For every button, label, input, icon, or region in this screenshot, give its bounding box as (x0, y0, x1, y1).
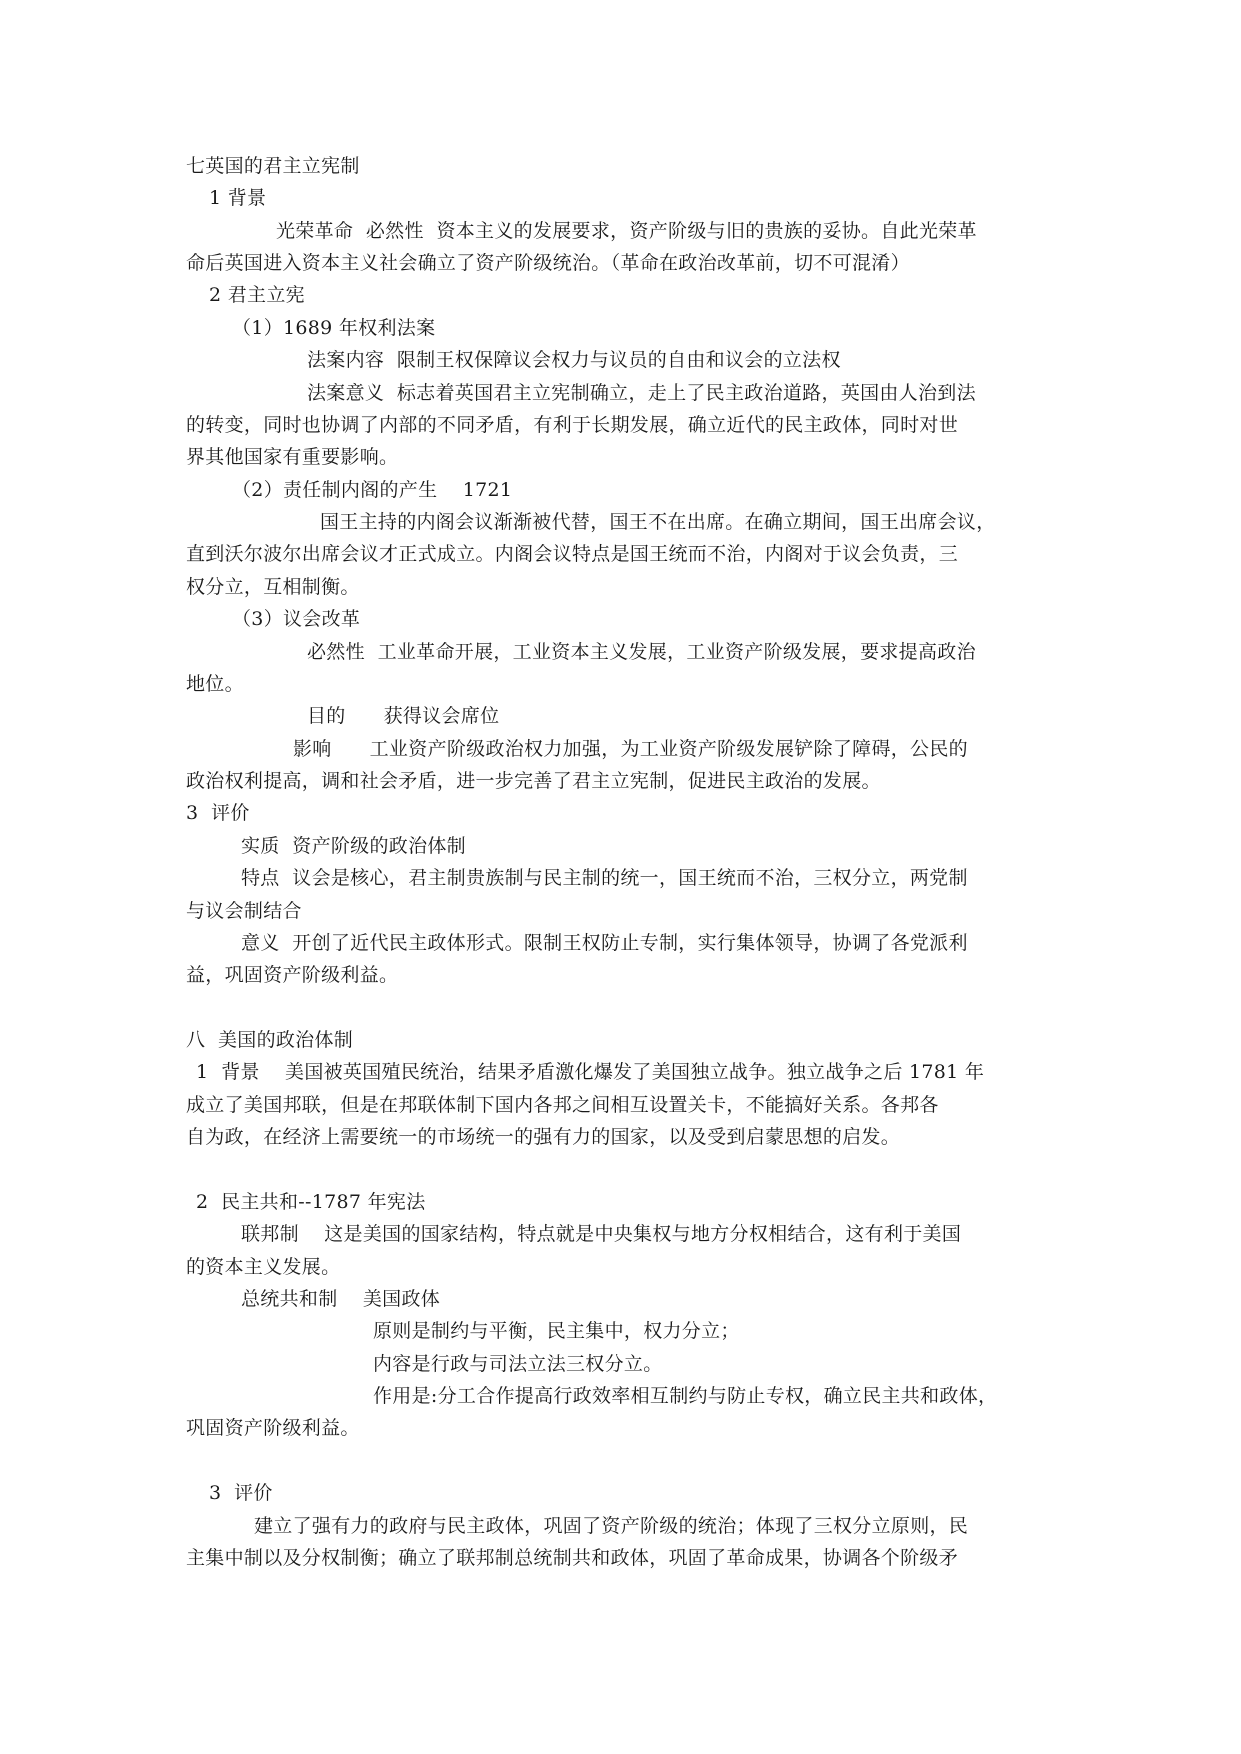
paragraph-line: 主集中制以及分权制衡；确立了联邦制总统制共和政体，巩固了革命成果，协调各个阶级矛 (186, 1547, 959, 1569)
paragraph-line: 法案内容 限制王权保障议会权力与议员的自由和议会的立法权 (307, 349, 841, 371)
subheading: 3 评价 (209, 1482, 273, 1504)
paragraph-line: 的转变，同时也协调了内部的不同矛盾，有利于长期发展，确立近代的民主政体，同时对世 (186, 414, 959, 436)
section-heading: 八 美国的政治体制 (186, 1029, 354, 1051)
paragraph-line: 自为政，在经济上需要统一的市场统一的强有力的国家，以及受到启蒙思想的启发。 (186, 1126, 901, 1148)
section-heading: 七英国的君主立宪制 (186, 155, 360, 177)
paragraph-line: 必然性 工业革命开展，工业资本主义发展，工业资产阶级发展，要求提高政治 (307, 641, 976, 663)
paragraph-line: 原则是制约与平衡，民主集中，权力分立； (373, 1320, 740, 1342)
paragraph-line: 界其他国家有重要影响。 (186, 446, 399, 468)
paragraph-line: 作用是:分工合作提高行政效率相互制约与防止专权，确立民主共和政体， (373, 1385, 998, 1407)
paragraph-line: 地位。 (186, 673, 244, 695)
paragraph-line: 权分立，互相制衡。 (186, 576, 360, 598)
paragraph-line: 成立了美国邦联，但是在邦联体制下国内各邦之间相互设置关卡，不能搞好关系。各邦各 (186, 1094, 939, 1116)
paragraph-line: 的资本主义发展。 (186, 1256, 341, 1278)
paragraph-line: 意义 开创了近代民主政体形式。限制王权防止专制，实行集体领导，协调了各党派利 (241, 932, 968, 954)
paragraph-line: 法案意义 标志着英国君主立宪制确立，走上了民主政治道路，英国由人治到法 (307, 382, 976, 404)
subheading: （2）责任制内阁的产生 1721 (232, 479, 513, 501)
paragraph-line: 直到沃尔波尔出席会议才正式成立。内阁会议特点是国王统而不治，内阁对于议会负责，三 (186, 543, 959, 565)
paragraph-line: 与议会制结合 (186, 900, 302, 922)
subheading: 3 评价 (186, 802, 250, 824)
paragraph-line: 影响 工业资产阶级政治权力加强，为工业资产阶级发展铲除了障碍，公民的 (293, 738, 968, 760)
paragraph-line: 光荣革命 必然性 资本主义的发展要求，资产阶级与旧的贵族的妥协。自此光荣革 (276, 220, 977, 242)
subheading: （1）1689 年权利法案 (232, 317, 436, 339)
paragraph-line: 目的 获得议会席位 (307, 705, 500, 727)
paragraph-line: 联邦制 这是美国的国家结构，特点就是中央集权与地方分权相结合，这有利于美国 (241, 1223, 962, 1245)
paragraph-line: 实质 资产阶级的政治体制 (241, 835, 466, 857)
paragraph-line: 益，巩固资产阶级利益。 (186, 964, 399, 986)
subheading: 2 君主立宪 (209, 284, 305, 306)
subheading: 1 背景 (209, 187, 267, 209)
paragraph-line: 巩固资产阶级利益。 (186, 1417, 360, 1439)
paragraph-line: 命后英国进入资本主义社会确立了资产阶级统治。（革命在政治改革前，切不可混淆） (186, 252, 910, 274)
paragraph-line: 特点 议会是核心，君主制贵族制与民主制的统一，国王统而不治，三权分立，两党制 (241, 867, 968, 889)
paragraph-line: 建立了强有力的政府与民主政体，巩固了资产阶级的统治；体现了三权分立原则，民 (254, 1515, 969, 1537)
subheading: （3）议会改革 (232, 608, 361, 630)
paragraph-line: 内容是行政与司法立法三权分立。 (373, 1353, 663, 1375)
subheading: 2 民主共和--1787 年宪法 (196, 1191, 426, 1213)
paragraph-line: 总统共和制 美国政体 (241, 1288, 441, 1310)
paragraph-line: 国王主持的内阁会议渐渐被代替，国王不在出席。在确立期间，国王出席会议， (320, 511, 996, 533)
paragraph-line: 1 背景 美国被英国殖民统治，结果矛盾激化爆发了美国独立战争。独立战争之后 1781 年 (196, 1061, 985, 1083)
paragraph-line: 政治权利提高，调和社会矛盾，进一步完善了君主立宪制，促进民主政治的发展。 (186, 770, 881, 792)
